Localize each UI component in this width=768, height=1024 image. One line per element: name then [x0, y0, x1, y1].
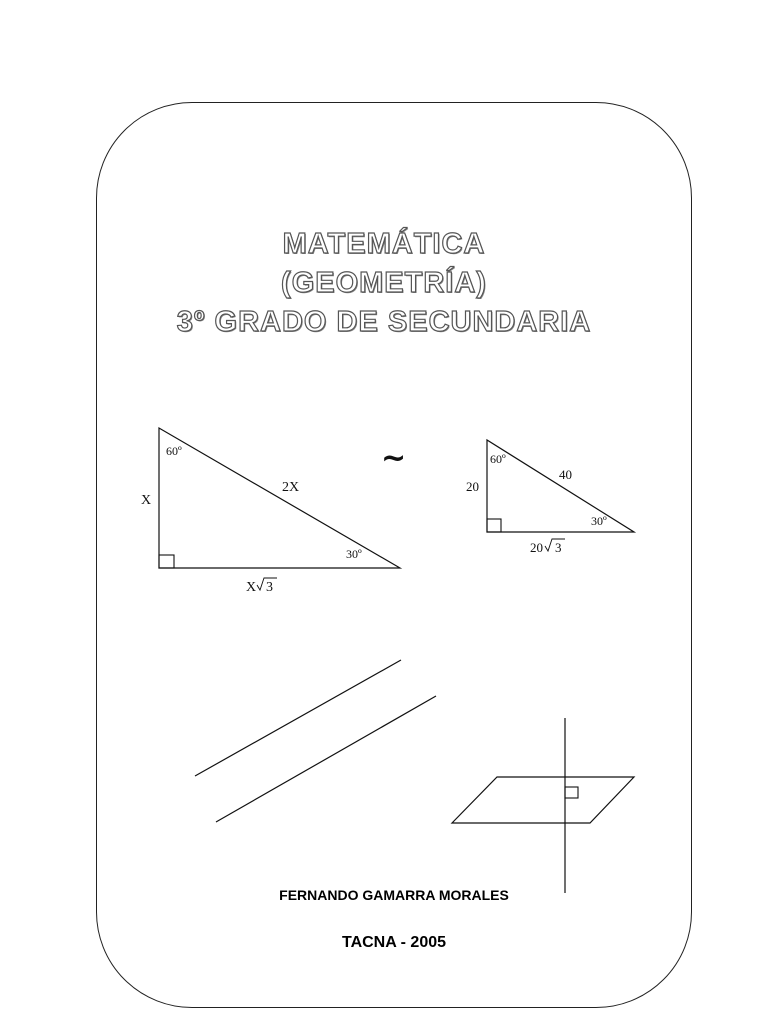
parallel-line-2 [216, 696, 436, 822]
hypotenuse-2x-label: 2X [282, 480, 300, 495]
triangle-right [466, 440, 634, 555]
title-line-2: (GEOMETRÍA) [281, 267, 487, 299]
right-angle-mark-left [159, 555, 174, 568]
base-x-root3-label [246, 578, 277, 595]
place-year: TACNA - 2005 [341, 934, 447, 951]
triangle-left-outline [159, 428, 400, 568]
title-line-3: 3º GRADO DE SECUNDARIA [176, 306, 592, 338]
angle-30-left: 30º [346, 547, 362, 561]
base-coef-right: 20 [530, 540, 543, 555]
parallel-line-1 [195, 660, 401, 776]
side-20-label: 20 [466, 479, 479, 494]
author-name: FERNANDO GAMARRA MORALES [279, 887, 509, 903]
base-coef-left: X [246, 580, 257, 595]
triangle-right-outline [487, 440, 634, 532]
base-root-right: 3 [555, 540, 562, 555]
angle-30-right: 30º [591, 514, 607, 528]
side-x-label: X [141, 493, 152, 508]
similar-symbol: ~ [381, 441, 407, 476]
right-angle-mark-plane [565, 787, 578, 798]
angle-60-right: 60º [490, 452, 506, 466]
base-root-left: 3 [266, 580, 273, 595]
angle-60-left: 60º [166, 444, 182, 458]
hypotenuse-40-label: 40 [559, 467, 572, 482]
triangle-left [141, 428, 400, 595]
plane-outline [452, 777, 634, 823]
parallel-lines [195, 660, 436, 822]
right-angle-mark-right [487, 519, 501, 532]
title-line-1: MATEMÁTICA [282, 228, 486, 260]
plane-perpendicular-line [452, 718, 634, 893]
base-20-root3-label [530, 539, 565, 555]
